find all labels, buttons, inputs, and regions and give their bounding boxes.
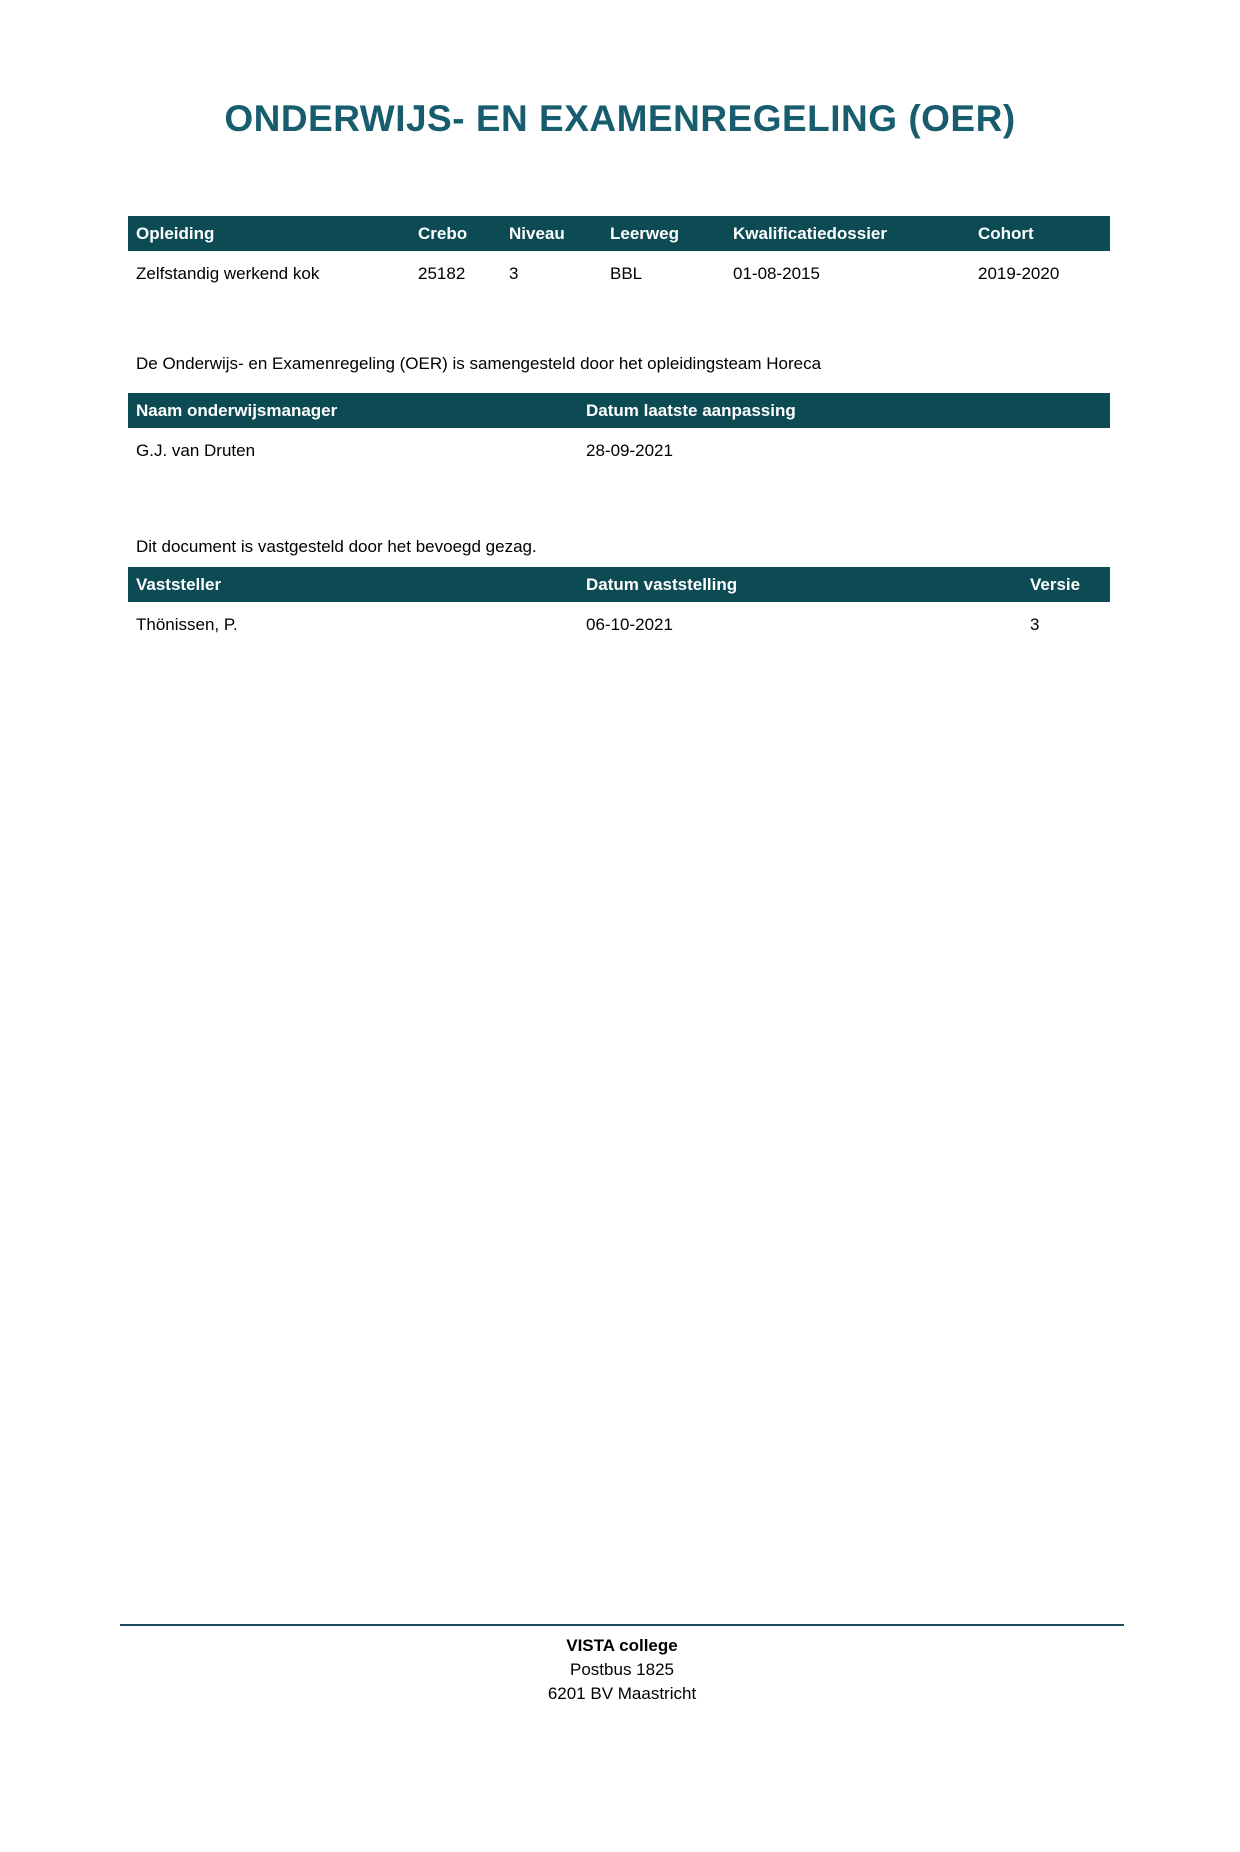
column-header-datum-laatste-aanpassing: Datum laatste aanpassing (578, 393, 1110, 428)
column-header-niveau: Niveau (501, 216, 602, 251)
cell-niveau: 3 (509, 263, 519, 283)
cell-opleiding: Zelfstandig werkend kok (136, 263, 320, 283)
column-header-naam-onderwijsmanager: Naam onderwijsmanager (128, 393, 578, 428)
column-header-cohort: Cohort (970, 216, 1110, 251)
cell-kwalificatiedossier: 01-08-2015 (733, 263, 820, 283)
manager-table (128, 393, 1110, 473)
cell-datum-laatste-aanpassing: 28-09-2021 (586, 440, 673, 460)
footer-address-line-2: 6201 BV Maastricht (547, 1684, 697, 1703)
column-header-opleiding: Opleiding (128, 216, 410, 251)
approval-note: Dit document is vastgesteld door het bevoegd gezag. (136, 537, 537, 556)
column-header-datum-vaststelling: Datum vaststelling (578, 567, 1022, 602)
column-header-vaststeller: Vaststeller (128, 567, 578, 602)
column-header-leerweg: Leerweg (602, 216, 725, 251)
cell-cohort: 2019-2020 (978, 263, 1060, 283)
approval-table-header-row (128, 567, 1110, 602)
table-row (128, 602, 1110, 647)
cell-crebo: 25182 (418, 263, 466, 283)
content-area (128, 216, 1110, 647)
manager-table-header-row (128, 393, 1110, 428)
page-footer (120, 1624, 1124, 1706)
composition-note: De Onderwijs- en Examenregeling (OER) is samengesteld door het opleidingsteam Horeca (136, 354, 822, 373)
column-header-kwalificatiedossier: Kwalificatiedossier (725, 216, 970, 251)
column-header-crebo: Crebo (410, 216, 501, 251)
column-header-versie: Versie (1022, 567, 1110, 602)
program-table-header-row (128, 216, 1110, 251)
page-title: ONDERWIJS- EN EXAMENREGELING (OER) (224, 98, 1016, 139)
cell-datum-vaststelling: 06-10-2021 (586, 614, 673, 634)
cell-versie: 3 (1030, 614, 1040, 634)
cell-vaststeller: Thönissen, P. (136, 614, 238, 634)
footer-organization: VISTA college (566, 1636, 678, 1655)
table-row (128, 428, 1110, 473)
approval-table (128, 567, 1110, 647)
table-row (128, 251, 1110, 296)
program-table (128, 216, 1110, 296)
footer-address-line-1: Postbus 1825 (570, 1660, 674, 1679)
cell-leerweg: BBL (610, 263, 643, 283)
cell-naam-onderwijsmanager: G.J. van Druten (136, 440, 256, 460)
